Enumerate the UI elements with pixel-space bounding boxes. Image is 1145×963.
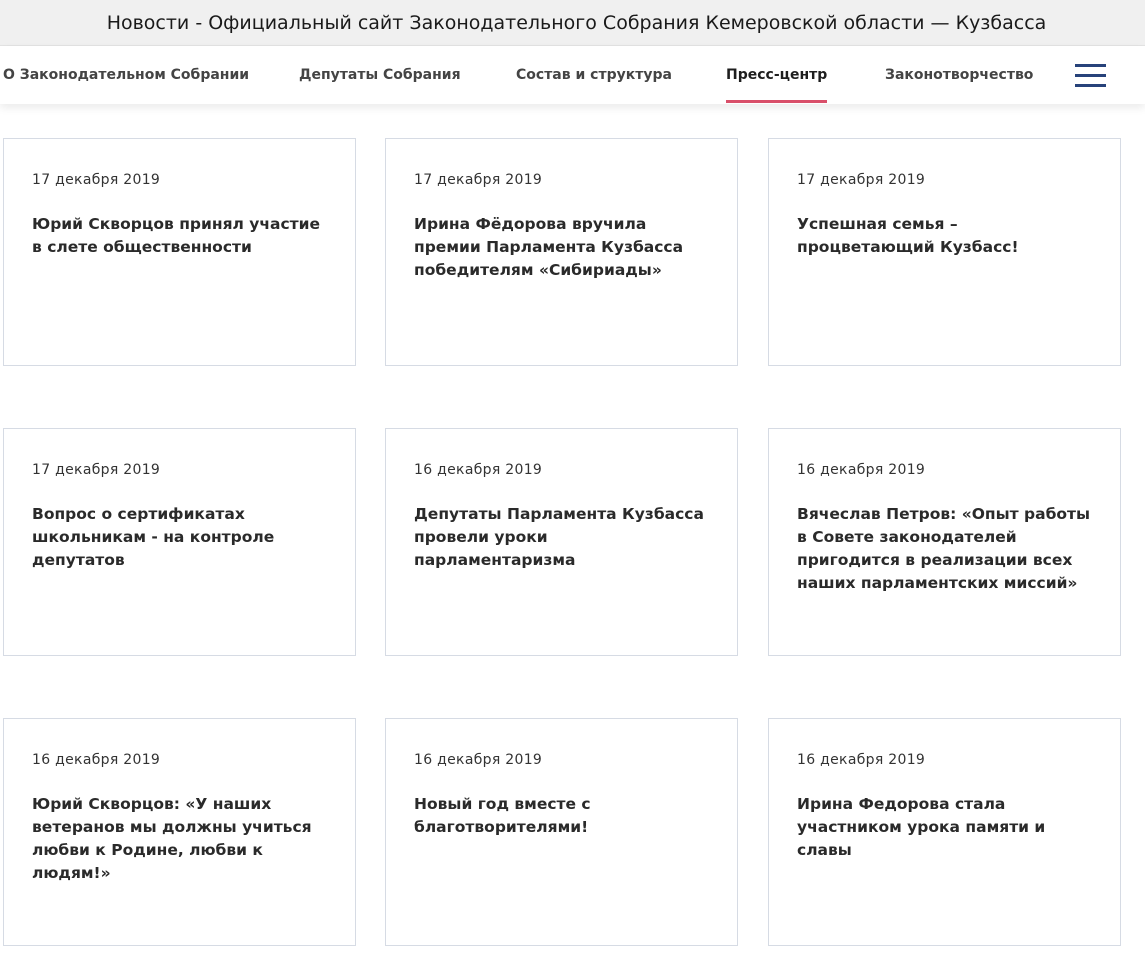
- news-date: 17 декабря 2019: [32, 172, 161, 188]
- nav-item-deputies[interactable]: Депутаты Собрания: [299, 67, 461, 83]
- news-title[interactable]: Юрий Скворцов принял участие в слете общественности: [32, 215, 321, 256]
- news-card[interactable]: [3, 718, 356, 946]
- news-date: 17 декабря 2019: [32, 462, 161, 478]
- news-title[interactable]: Депутаты Парламента Кузбасса провели уроки парламентаризма: [414, 505, 704, 569]
- nav-item-about[interactable]: О Законодательном Собрании: [3, 67, 250, 83]
- nav-item-structure[interactable]: Состав и структура: [516, 67, 672, 83]
- news-title[interactable]: Успешная семья – процветающий Кузбасс!: [797, 215, 1019, 256]
- nav-item-lawmaking[interactable]: Законотворчество: [885, 67, 1034, 83]
- news-title[interactable]: Вопрос о сертификатах школьникам - на контроле депутатов: [32, 505, 275, 569]
- news-title[interactable]: Юрий Скворцов: «У наших ветеранов мы должны учиться любви к Родине, любви к людям!»: [32, 795, 312, 882]
- news-card[interactable]: [385, 718, 738, 946]
- news-date: 17 декабря 2019: [797, 172, 926, 188]
- news-date: 16 декабря 2019: [797, 752, 926, 768]
- news-card[interactable]: [385, 138, 738, 366]
- news-card[interactable]: [385, 428, 738, 656]
- news-date: 16 декабря 2019: [414, 752, 543, 768]
- news-card[interactable]: [768, 138, 1121, 366]
- news-date: 17 декабря 2019: [414, 172, 543, 188]
- hamburger-icon[interactable]: [1075, 64, 1106, 88]
- news-title[interactable]: Ирина Фёдорова вручила премии Парламента Кузбасса победителям «Сибириады»: [414, 215, 684, 279]
- news-card[interactable]: [768, 718, 1121, 946]
- news-card[interactable]: [768, 428, 1121, 656]
- news-card[interactable]: [3, 428, 356, 656]
- main-navigation: [0, 46, 1145, 104]
- window-title-bar: [0, 0, 1145, 46]
- news-date: 16 декабря 2019: [414, 462, 543, 478]
- news-title[interactable]: Новый год вместе с благотворителями!: [414, 795, 591, 836]
- news-date: 16 декабря 2019: [32, 752, 161, 768]
- window-title: Новости - Официальный сайт Законодательного Собрания Кемеровской области — Кузбасса: [106, 11, 1047, 34]
- news-card[interactable]: [3, 138, 356, 366]
- news-date: 16 декабря 2019: [797, 462, 926, 478]
- news-title[interactable]: Ирина Федорова стала участником урока памяти и славы: [797, 795, 1046, 859]
- news-title[interactable]: Вячеслав Петров: «Опыт работы в Совете законодателей пригодится в реализации всех наших парламентских миссий»: [797, 505, 1091, 592]
- nav-item-press-center[interactable]: Пресс-центр: [726, 46, 827, 103]
